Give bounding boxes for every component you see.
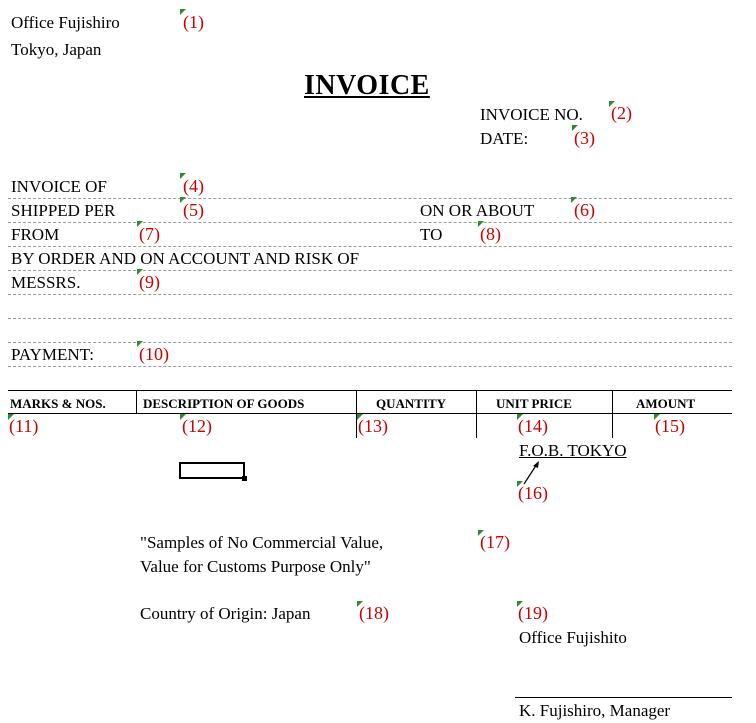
marker-1: (1) bbox=[183, 12, 204, 32]
marker-15: (15) bbox=[655, 416, 685, 436]
marker-16: (16) bbox=[518, 483, 548, 503]
marker-18: (18) bbox=[359, 603, 389, 623]
messrs-label: MESSRS. bbox=[11, 273, 81, 292]
marker-2: (2) bbox=[611, 103, 632, 123]
dotted-rule bbox=[8, 198, 732, 199]
marker-14: (14) bbox=[518, 416, 548, 436]
by-order-label: BY ORDER AND ON ACCOUNT AND RISK OF bbox=[11, 249, 360, 268]
fob-terms: F.O.B. TOKYO bbox=[519, 441, 627, 460]
invoice-of-label: INVOICE OF bbox=[11, 177, 107, 196]
marker-9: (9) bbox=[139, 272, 160, 292]
selected-cell[interactable] bbox=[179, 462, 245, 479]
marker-12: (12) bbox=[182, 416, 212, 436]
marker-19: (19) bbox=[518, 603, 548, 623]
company-location: Tokyo, Japan bbox=[11, 40, 102, 59]
dotted-rule bbox=[8, 342, 732, 343]
company-name: Office Fujishiro bbox=[11, 13, 120, 32]
column-header-marks: MARKS & NOS. bbox=[10, 396, 106, 411]
date-label: DATE: bbox=[480, 129, 529, 148]
table-top-rule bbox=[8, 390, 732, 391]
marker-7: (7) bbox=[139, 224, 160, 244]
marker-13: (13) bbox=[358, 416, 388, 436]
marker-4: (4) bbox=[183, 176, 204, 196]
document-title: INVOICE bbox=[304, 70, 430, 101]
dotted-rule bbox=[8, 294, 732, 295]
dotted-rule bbox=[8, 222, 732, 223]
dotted-rule bbox=[8, 270, 732, 271]
marker-5: (5) bbox=[183, 200, 204, 220]
fill-handle[interactable] bbox=[242, 476, 247, 481]
column-divider bbox=[612, 390, 613, 438]
payment-label: PAYMENT: bbox=[11, 345, 94, 364]
samples-line-1: "Samples of No Commercial Value, bbox=[140, 533, 384, 552]
marker-3: (3) bbox=[574, 128, 595, 148]
column-divider bbox=[136, 390, 137, 413]
marker-10: (10) bbox=[139, 344, 169, 364]
invoice-no-label: INVOICE NO. bbox=[480, 105, 583, 124]
to-label: TO bbox=[420, 225, 443, 244]
dotted-rule bbox=[8, 366, 732, 367]
column-header-description: DESCRIPTION OF GOODS bbox=[143, 396, 305, 411]
column-header-unit-price: UNIT PRICE bbox=[496, 396, 572, 411]
table-header-rule bbox=[8, 413, 732, 414]
on-or-about-label: ON OR ABOUT bbox=[420, 201, 535, 220]
marker-8: (8) bbox=[480, 224, 501, 244]
country-of-origin: Country of Origin: Japan bbox=[140, 604, 311, 623]
shipped-per-label: SHIPPED PER bbox=[11, 201, 116, 220]
signatory-company: Office Fujishito bbox=[519, 628, 627, 647]
signatory-name: K. Fujishiro, Manager bbox=[519, 701, 671, 720]
marker-17: (17) bbox=[480, 532, 510, 552]
signature-line bbox=[515, 697, 732, 698]
marker-6: (6) bbox=[574, 200, 595, 220]
column-header-quantity: QUANTITY bbox=[376, 396, 447, 411]
column-divider bbox=[476, 390, 477, 438]
samples-line-2: Value for Customs Purpose Only" bbox=[140, 557, 371, 576]
from-label: FROM bbox=[11, 225, 60, 244]
dotted-rule bbox=[8, 246, 732, 247]
column-header-amount: AMOUNT bbox=[636, 396, 696, 411]
dotted-rule bbox=[8, 318, 732, 319]
marker-11: (11) bbox=[9, 416, 39, 436]
